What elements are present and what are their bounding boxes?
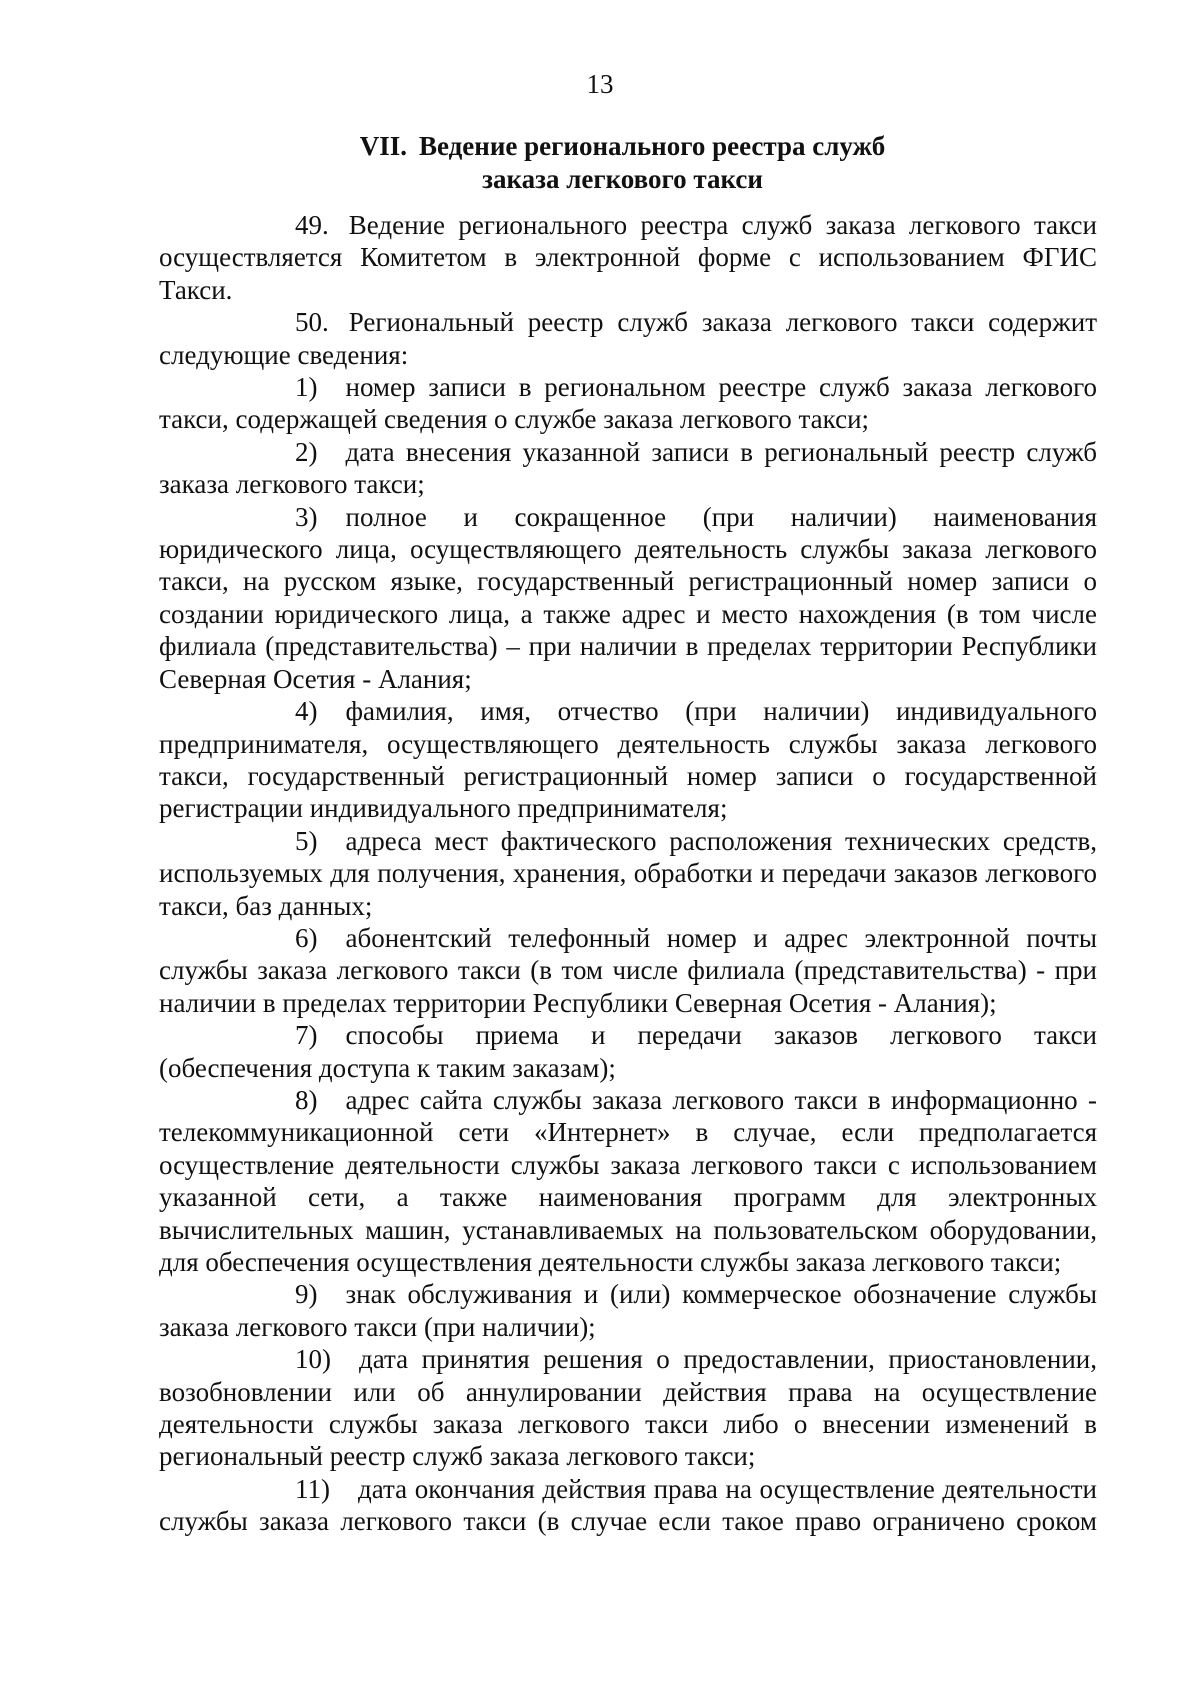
list-item-number: 6) (295, 922, 318, 953)
page-number: 13 (586, 69, 614, 99)
paragraph-50 (159, 306, 1097, 371)
list-item-8 (159, 1084, 1097, 1278)
list-item-4 (159, 695, 1097, 825)
list-item-number: 2) (295, 436, 318, 467)
list-item-1 (159, 371, 1097, 436)
list-item-number: 11) (295, 1473, 330, 1504)
list-item-number: 7) (295, 1020, 318, 1051)
list-item-5 (159, 825, 1097, 922)
list-item-number: 3) (295, 501, 318, 532)
list-item-text: дата внесения указанной записи в региональный реестр служб заказа легкового такси; (159, 436, 1097, 500)
section-heading (150, 130, 1095, 196)
list-item-text: знак обслуживания и (или) коммерческое обозначение службы заказа легкового такси (при наличии); (159, 1279, 1097, 1342)
list-item-text: абонентский телефонный номер и адрес электронной почты службы заказа легкового такси (в том числе филиала (представительства) - при наличии в пределах территории Республики Северная Осетия - Алания); (159, 922, 1097, 1018)
list-item-number: 8) (295, 1084, 318, 1115)
list-item-6 (159, 922, 1097, 1019)
list-item-text: полное и сокращенное (при наличии) наименования юридического лица, осуществляющего деятельность службы заказа легкового такси, на русском языке, государственный регистрационный номер записи о создании юридического лица, а также адрес и место нахождения (в том числе филиала (представительства) – при наличии в пределах территории Республики Северная Осетия - Алания; (159, 501, 1097, 694)
list-item-number: 4) (295, 696, 318, 727)
list-item-9 (159, 1278, 1097, 1343)
list-item-text: адреса мест фактического расположения технических средств, используемых для получения, хранения, обработки и передачи заказов легкового такси, баз данных; (159, 825, 1097, 921)
list-item-10 (159, 1343, 1097, 1473)
heading-line-2: заказа легкового такси (482, 164, 763, 194)
list-item-text: фамилия, имя, отчество (при наличии) индивидуального предпринимателя, осуществляющего деятельность службы заказа легкового такси, государственный регистрационный номер записи о государственной регистрации индивидуального предпринимателя; (159, 696, 1097, 824)
list-item-2 (159, 436, 1097, 501)
list-item-number: 5) (295, 825, 318, 856)
list-item-3 (159, 501, 1097, 695)
heading-title-part-1: Ведение регионального реестра служб (419, 131, 886, 161)
list-item-11 (159, 1473, 1097, 1538)
list-item-text: способы приема и передачи заказов легкового такси (обеспечения доступа к таким заказам); (159, 1020, 1097, 1083)
paragraph-number: 49. (295, 210, 329, 240)
heading-line-1 (150, 130, 1095, 163)
list-item-number: 9) (295, 1279, 318, 1310)
list-item-7 (159, 1019, 1097, 1084)
document-body (159, 209, 1097, 1538)
list-item-number: 1) (295, 372, 318, 403)
paragraph-number: 50. (295, 307, 329, 338)
list-item-text: дата окончания действия права на осуществление деятельности службы заказа легкового такси (в случае если такое право ограничено сроком (159, 1473, 1097, 1537)
list-item-number: 10) (295, 1344, 331, 1375)
paragraph-text: Ведение регионального реестра служб заказа легкового такси осуществляется Комитетом в электронной форме с использованием ФГИС Такси. (159, 210, 1097, 305)
paragraph-49 (159, 209, 1097, 306)
list-item-text: дата принятия решения о предоставлении, приостановлении, возобновлении или об аннулировании действия права на осуществление деятельности службы заказа легкового такси либо о внесении изменений в региональный реестр служб заказа легкового такси; (159, 1344, 1097, 1472)
paragraph-text: Региональный реестр служб заказа легкового такси содержит следующие сведения: (159, 307, 1097, 370)
list-item-text: адрес сайта службы заказа легкового такси в информационно - телекоммуникационной сети «Интернет» в случае, если предполагается осуществление деятельности службы заказа легкового такси с использованием указанной сети, а также наименования программ для электронных вычислительных машин, устанавливаемых на пользовательском оборудовании, для обеспечения осуществления деятельности службы заказа легкового такси; (159, 1084, 1097, 1277)
heading-roman-numeral: VII. (359, 131, 408, 161)
list-item-text: номер записи в региональном реестре служб заказа легкового такси, содержащей сведения о службе заказа легкового такси; (159, 372, 1097, 435)
